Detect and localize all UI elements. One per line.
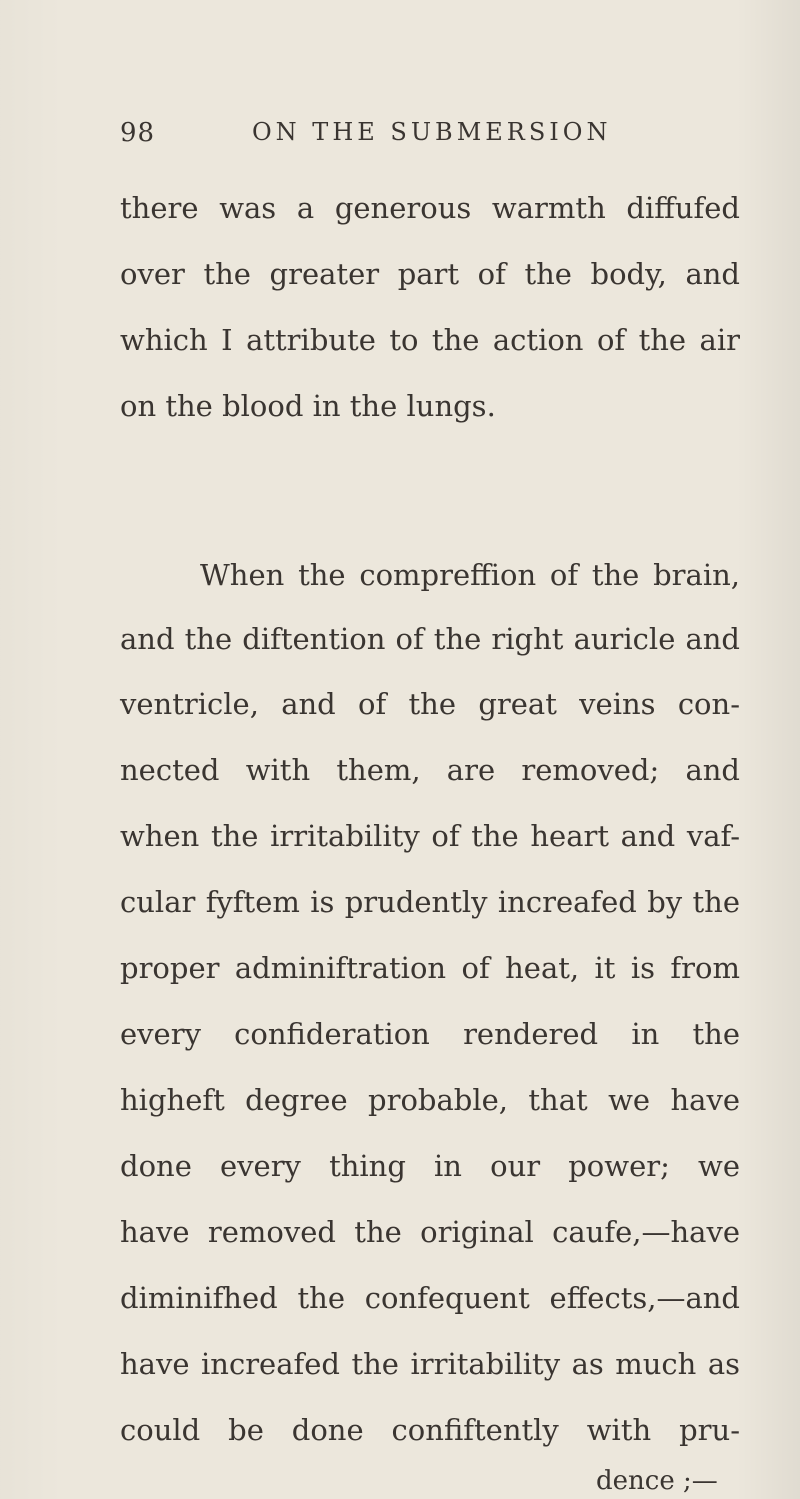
text-line: over the greater part of the body, and <box>120 257 740 291</box>
text-line: ventricle, and of the great veins con- <box>120 687 740 721</box>
text-line: done every thing in our power; we <box>120 1149 740 1183</box>
text-line: and the diftention of the right auricle and <box>120 622 740 656</box>
running-head <box>120 118 720 158</box>
text-line: higheft degree probable, that we have <box>120 1083 740 1117</box>
text-line: which I attribute to the action of the air <box>120 323 740 357</box>
text-line: nected with them, are removed; and <box>120 753 740 787</box>
running-title: ON THE SUBMERSION <box>252 118 612 146</box>
text-line: could be done confiftently with pru- <box>120 1413 740 1447</box>
text-line: have removed the original caufe,—have <box>120 1215 740 1249</box>
text-line: have increafed the irritability as much as <box>120 1347 740 1381</box>
text-line: diminifhed the confequent effects,—and <box>120 1281 740 1315</box>
text-line: cular fyftem is prudently increafed by the <box>120 885 740 919</box>
text-line: there was a generous warmth diffufed <box>120 191 740 225</box>
page-number: 98 <box>120 118 156 148</box>
text-line: when the irritability of the heart and vaf- <box>120 819 740 853</box>
text-line: proper adminiftration of heat, it is from <box>120 951 740 985</box>
text-line: on the blood in the lungs. <box>120 389 496 423</box>
text-line: When the compreffion of the brain, <box>200 558 740 592</box>
catchword: dence ;— <box>596 1466 718 1496</box>
text-line: every confideration rendered in the <box>120 1017 740 1051</box>
